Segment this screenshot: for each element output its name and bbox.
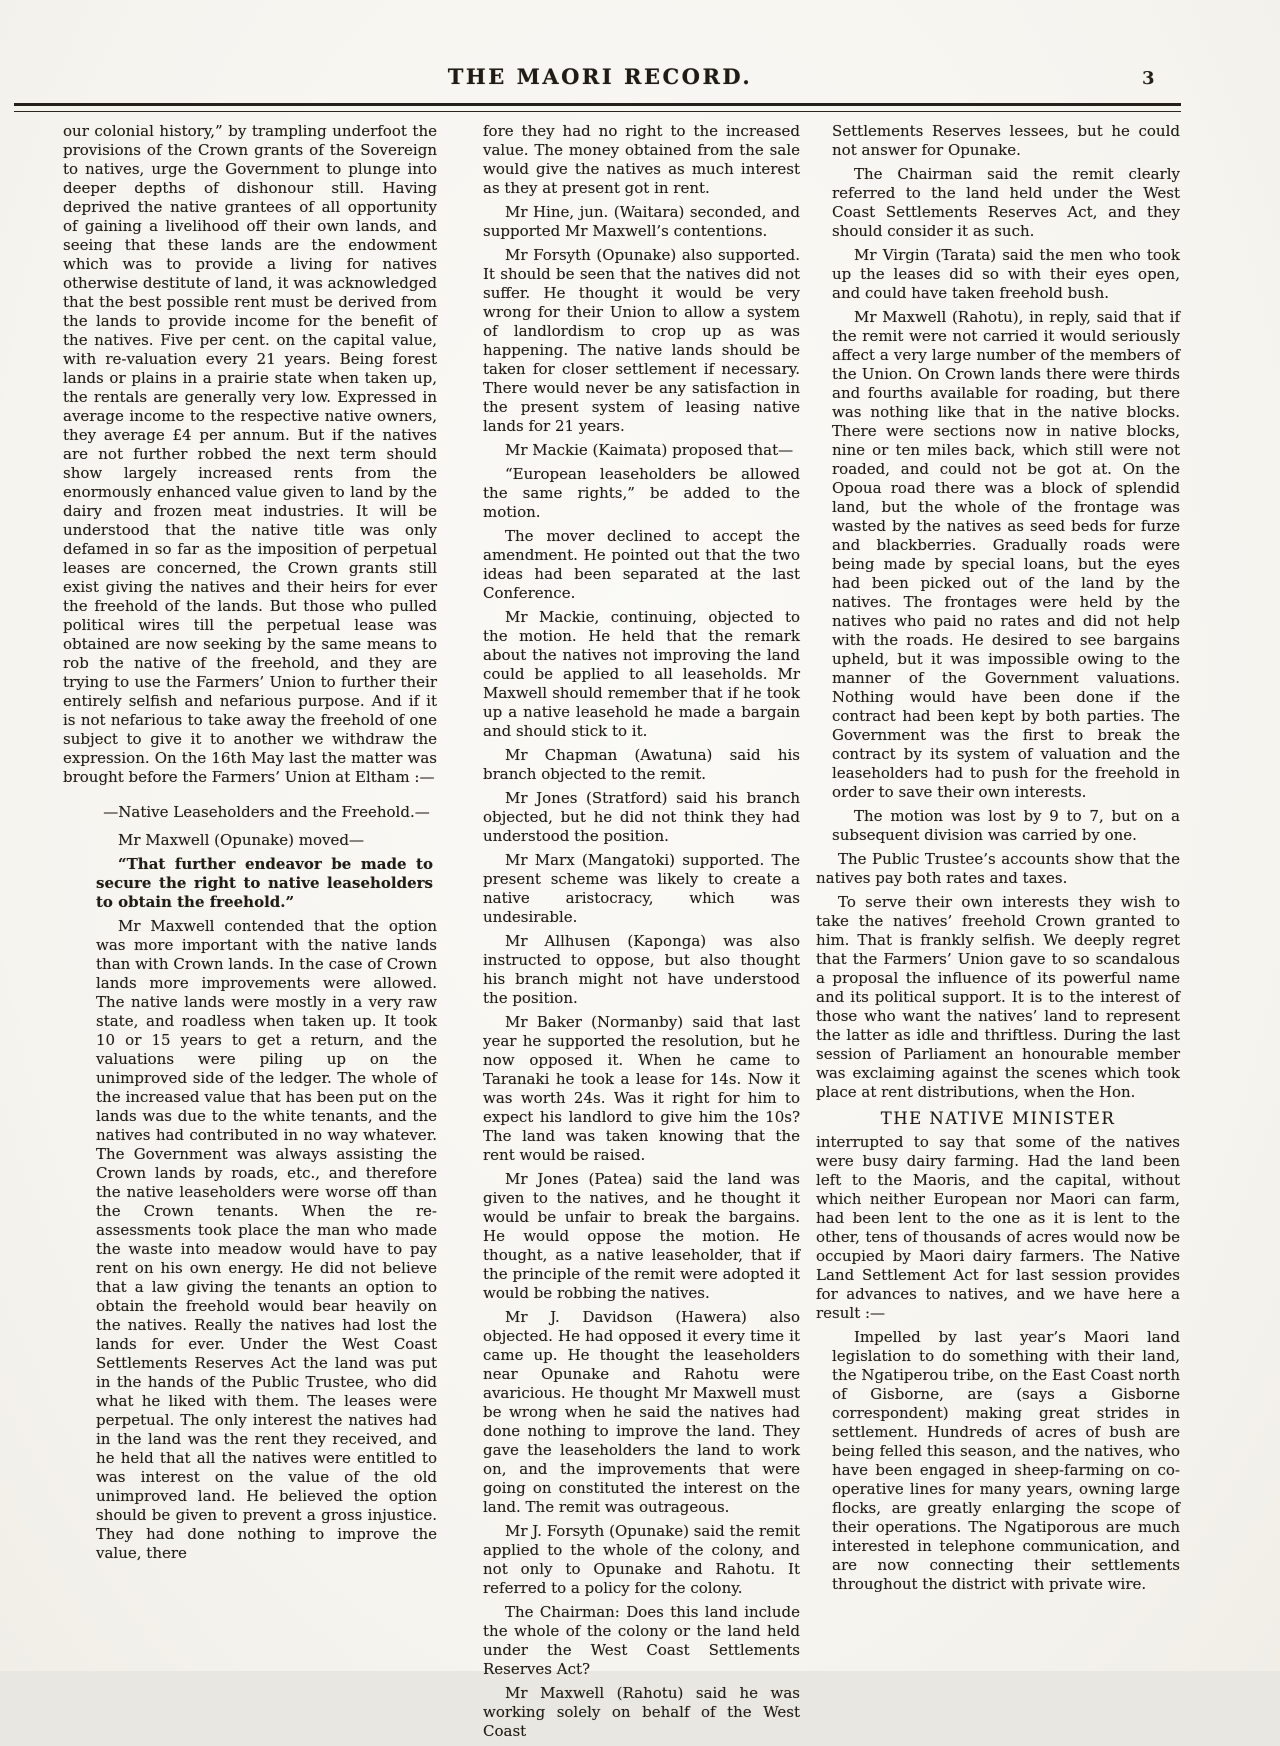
page-number: 3 [1142,68,1155,89]
paragraph: Mr Maxwell (Rahotu) said he was working solely on behalf of the West Coast [483,1684,800,1740]
paragraph: Settlements Reserves lessees, but he could not answer for Opunake. [832,122,1180,159]
paragraph: fore they had no right to the increased value. The money obtained from the sale would give the natives as much interest as they at present got in rent. [483,122,800,197]
paragraph: To serve their own interests they wish to take the natives’ freehold Crown granted to him. That is frankly selfish. We deeply regret that the Farmers’ Union gave to so scandalous a proposal the influence of its powerful name and its political support. It is to the interest of those who want the natives’ land to represent the latter as idle and thriftless. During the last session of Parliament an honourable member was exclaiming against the scenes which took place at rent distributions, when the Hon. [816,893,1180,1101]
paragraph: Mr Maxwell (Rahotu), in reply, said that if the remit were not carried it would seriously affect a very large number of the members of the Union. On Crown lands there were thirds and fourths available for roading, but there was nothing like that in the native blocks. There were sections now in native blocks, nine or ten miles back, which still were not roaded, and could not be got at. On the Opoua road there was a block of splendid land, but the whole of the frontage was wasted by the natives as seed beds for furze and blackberries. Gradually roads were being made by special loans, but the eyes had been picked out of the land by the natives. The frontages were held by the natives who paid no rates and did not help with the roads. He desired to see bargains upheld, but it was impossible owing to the manner of the Government valuations. Nothing would have been done if the contract had been kept by both parties. The Government was the first to break the contract by its system of valuation and the leaseholders had to push for the freehold in order to save their own interests. [832,308,1180,801]
paragraph: Mr Baker (Normanby) said that last year he supported the resolution, but he now opposed it. When he came to Taranaki he took a lease for 14s. Now it was worth 24s. Was it right for him to expect his landlord to give him the 10s? The land was taken knowing that the rent would be raised. [483,1013,800,1164]
paragraph: Mr Jones (Patea) said the land was given to the natives, and he thought it would be unfair to break the bargains. He would oppose the motion. He thought, as a native leaseholder, that if the principle of the remit were adopted it would be robbing the natives. [483,1170,800,1302]
paragraph: Mr Mackie, continuing, objected to the motion. He held that the remark about the natives not improving the land could be applied to all leaseholds. Mr Maxwell should remember that if he took up a native leasehold he made a bargain and should stick to it. [483,608,800,740]
paragraph: The Public Trustee’s accounts show that the natives pay both rates and taxes. [816,850,1180,887]
paragraph: Mr Jones (Stratford) said his branch objected, but he did not think they had understood the position. [483,789,800,845]
paragraph: Mr Maxwell contended that the option was more important with the native lands than with Crown lands. In the case of Crown lands more improvements were allowed. The native lands were mostly in a very raw state, and roadless when taken up. It took 10 or 15 years to get a return, and the valuations were piling up on the unimproved side of the ledger. The whole of the increased value that has been put on the lands was due to the white tenants, and the natives had contributed in no way whatever. The Government was always assisting the Crown lands by roads, etc., and therefore the native leaseholders were worse off than the Crown tenants. When the re-assessments took place the man who made the waste into meadow would have to pay rent on his own energy. He did not believe that a law giving the tenants an option to obtain the freehold would bear heavily on the natives. Really the natives had lost the lands for ever. Under the West Coast Settlements Reserves Act the land was put in the hands of the Public Trustee, who did what he liked with them. The leases were perpetual. The only interest the natives had in the land was the rent they received, and he held that all the natives were entitled to was interest on the value of the old unimproved land. He believed the option should be given to prevent a gross injustice. They had done nothing to improve the value, there [96,917,437,1562]
paragraph: The Chairman said the remit clearly referred to the land held under the West Coast Settlements Reserves Act, and they should consider it as such. [832,165,1180,240]
paragraph: Impelled by last year’s Maori land legislation to do something with their land, the Ngatiperou tribe, on the East Coast north of Gisborne, are (says a Gisborne correspondent) making great strides in settlement. Hundreds of acres of bush are being felled this season, and the natives, who have been engaged in sheep-farming on co-operative lines for many years, owning large flocks, are greatly enlarging the scope of their operations. The Ngatiporous are much interested in telephone communication, and are now connecting their settlements throughout the district with private wire. [832,1328,1180,1593]
page-title: THE MAORI RECORD. [447,64,753,89]
paragraph: The motion was lost by 9 to 7, but on a subsequent division was carried by one. [832,807,1180,844]
paragraph: The mover declined to accept the amendment. He pointed out that the two ideas had been separated at the last Conference. [483,527,800,602]
paragraph: Mr Mackie (Kaimata) proposed that— [505,441,794,459]
paragraph: Mr Allhusen (Kaponga) was also instructed to oppose, but also thought his branch might not have understood the position. [483,932,800,1007]
paragraph: “That further endeavor be made to secure the right to native leaseholders to obtain the freehold.” [96,855,433,911]
paragraph: Mr J. Forsyth (Opunake) said the remit applied to the whole of the colony, and not only to Opunake and Rahotu. It referred to a policy for the colony. [483,1522,800,1597]
column-middle [450,122,800,1746]
paragraph: The Chairman: Does this land include the whole of the colony or the land held under the West Coast Settlements Reserves Act? [483,1603,800,1678]
section-heading: THE NATIVE MINISTER [880,1109,1116,1128]
paragraph: Mr Forsyth (Opunake) also supported. It should be seen that the natives did not suffer. He thought it would be very wrong for their Union to allow a system of landlordism to crop up as was happening. The native lands should be taken for closer settlement if necessary. There would never be any satisfaction in the present system of leasing native lands for 21 years. [483,246,800,435]
paragraph: our colonial history,” by trampling underfoot the provisions of the Crown grants of the Sovereign to natives, urge the Government to plunge into deeper depths of dishonour still. Having deprived the native grantees of all opportunity of gaining a livelihood off their own lands, and seeing that these lands are the endowment which was to provide a living for natives otherwise destitute of land, it was acknowledged that the best possible rent must be derived from the lands to provide income for the benefit of the natives. Five per cent. on the capital value, with re-valuation every 21 years. Being forest lands or plains in a prairie state when taken up, the rentals are generally very low. Expressed in average income to the respective native owners, they average £4 per annum. But if the natives are not further robbed the next term should show largely increased rents from the enormously enhanced value given to land by the dairy and frozen meat industries. It will be understood that the native title was only defamed in so far as the imposition of perpetual leases are concerned, the Crown grants still exist giving the natives and their heirs for ever the freehold of the lands. But those who pulled political wires till the perpetual lease was obtained are now seeking by the same means to rob the native of the freehold, and they are trying to use the Farmers’ Union to further their entirely selfish and nefarious purpose. And if it is not nefarious to take away the freehold of one subject to give it to another we withdraw the expression. On the 16th May last the matter was brought before the Farmers’ Union at Eltham :— [63,122,437,786]
paragraph: Mr Hine, jun. (Waitara) seconded, and supported Mr Maxwell’s contentions. [483,203,800,240]
paragraph: Mr Virgin (Tarata) said the men who took up the leases did so with their eyes open, and could have taken freehold bush. [832,246,1180,302]
paragraph: Mr Chapman (Awatuna) said his branch objected to the remit. [483,746,800,783]
paragraph: Mr Marx (Mangatoki) supported. The present scheme was likely to create a native aristocracy, which was undesirable. [483,851,800,926]
section-heading: —Native Leaseholders and the Freehold.— [103,803,430,821]
paragraph: Mr Maxwell (Opunake) moved— [118,831,364,849]
paragraph: “European leaseholders be allowed the same rights,” be added to the motion. [483,465,800,521]
paragraph: Mr J. Davidson (Hawera) also objected. He had opposed it every time it came up. He thought the leaseholders near Opunake and Rahotu were avaricious. He thought Mr Maxwell must be wrong when he said the natives had done nothing to improve the land. They gave the leaseholders the land to work on, and the improvements that were going on constituted the interest on the land. The remit was outrageous. [483,1308,800,1516]
column-left [63,122,437,1568]
column-right [816,122,1180,1599]
paragraph: interrupted to say that some of the natives were busy dairy farming. Had the land been left to the Maoris, and the capital, without which neither European nor Maori can farm, had been lent to the one as it is lent to the other, tens of thousands of acres would now be occupied by Maori dairy farmers. The Native Land Settlement Act for last session provides for advances to natives, and we have here a result :— [816,1133,1180,1322]
header-rule [14,103,1181,112]
